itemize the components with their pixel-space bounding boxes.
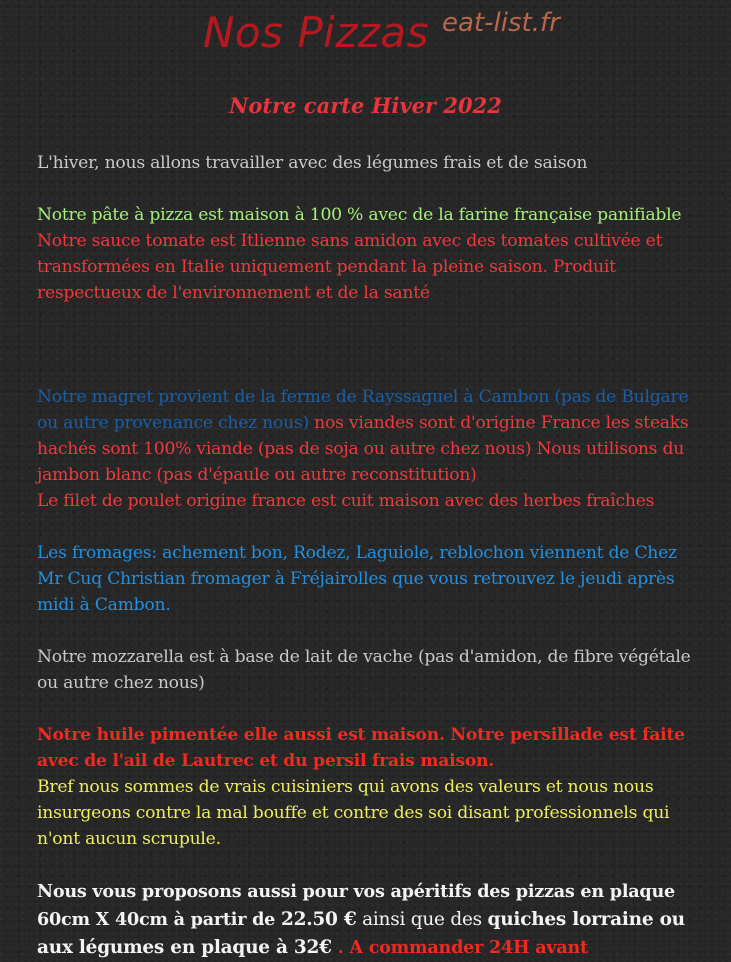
- cheese-paragraph: Les fromages: achement bon, Rodez, Laguiole, reblochon viennent de Chez Mr Cuq Christian fromager à Fréjairolles que vous retrouvez le jeudi après midi à Cambon.: [37, 543, 677, 615]
- meat-origin-text: nos viandes sont d'origine France les steaks hachés sont 100% viande (pas de soja ou autre chez nous) Nous utilisons du jambon blanc (pas d'épaule ou autre reconstitution): [37, 413, 689, 485]
- quiche-text: quiches lorraine ou aux légumes en plaque à 32€: [37, 909, 685, 958]
- page-title: Nos Pizzas: [203, 8, 430, 57]
- chicken-text: Le filet de poulet origine france est cuit maison avec des herbes fraîches: [37, 491, 655, 511]
- dough-text: Notre pâte à pizza est maison à 100 % avec de la farine française panifiable: [37, 205, 682, 225]
- aperitif-connector: ainsi que des: [356, 909, 488, 930]
- homemade-paragraph: [37, 722, 702, 852]
- meat-paragraph: [37, 384, 702, 514]
- magret-text: Notre magret provient de la ferme de Rayssaguel à Cambon (pas de Bulgare ou autre provenance chez nous): [37, 387, 689, 433]
- menu-subtitle: Notre carte Hiver 2022: [229, 93, 502, 118]
- intro-paragraph: L'hiver, nous allons travailler avec des légumes frais et de saison: [37, 153, 588, 173]
- homemade-text: Notre huile pimentée elle aussi est maison. Notre persillade est faite avec de l'ail de Lautrec et du persil frais maison.: [37, 725, 685, 771]
- aperitif-price: 22.50 €: [280, 909, 357, 930]
- aperitif-paragraph: [37, 878, 702, 962]
- values-text: Bref nous sommes de vrais cuisiniers qui avons des valeurs et nous nous insurgeons contre la mal bouffe et contre des soi disant professionnels qui n'ont aucun scrupule.: [37, 777, 670, 849]
- menu-description: [37, 150, 702, 962]
- dough-sauce-paragraph: [37, 202, 702, 306]
- order-notice: . A commander 24H avant: [331, 937, 588, 958]
- mozzarella-paragraph: Notre mozzarella est à base de lait de vache (pas d'amidon, de fibre végétale ou autre chez nous): [37, 647, 691, 693]
- sauce-text: Notre sauce tomate est Itlienne sans amidon avec des tomates cultivée et transformées en Italie uniquement pendant la pleine saison. Produit respectueux de l'environnement et de la santé: [37, 231, 663, 303]
- aperitif-text: Nous vous proposons aussi pour vos apéritifs des pizzas en plaque 60cm X 40cm à partir de: [37, 881, 675, 930]
- site-watermark: eat-list.fr: [442, 8, 560, 38]
